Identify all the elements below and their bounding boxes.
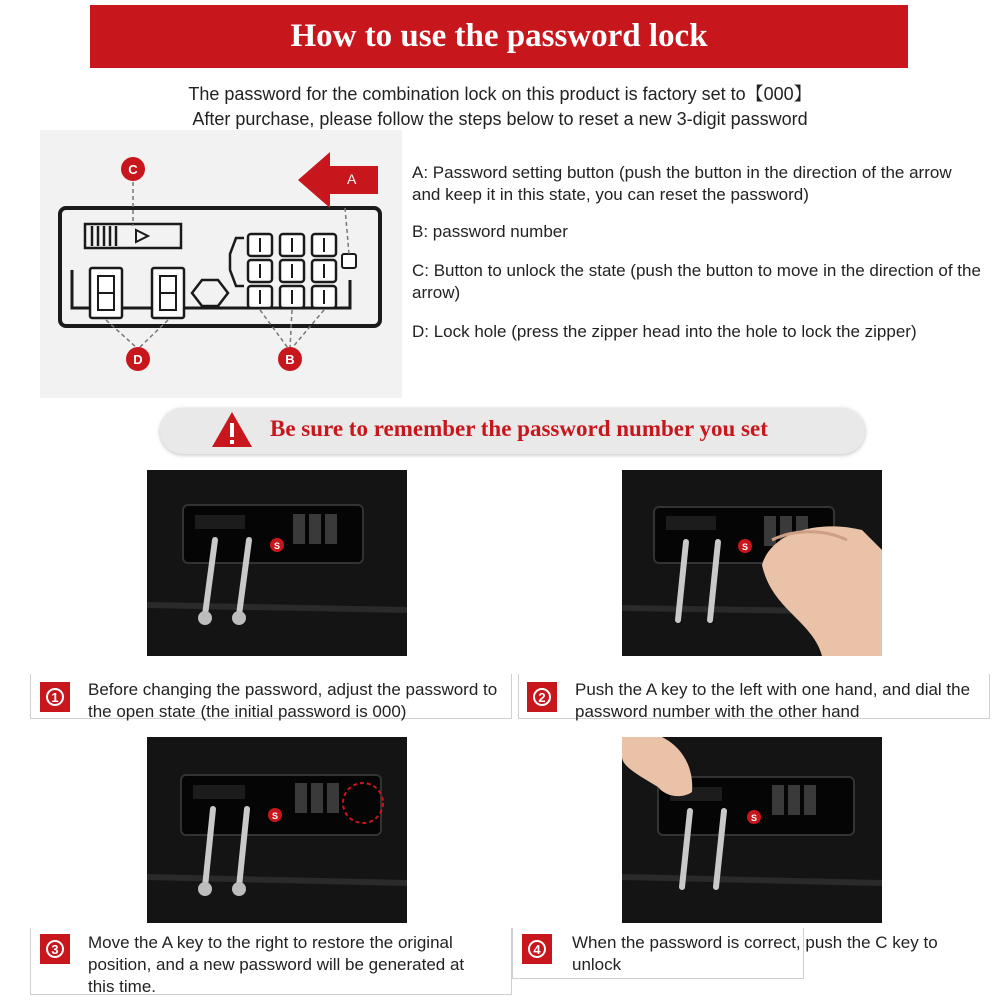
step-2-badge: [527, 682, 557, 712]
step-4-number: 4: [528, 940, 546, 958]
legend-d: D: Lock hole (press the zipper head into the hole to lock the zipper): [412, 322, 917, 341]
label-c: C: [128, 162, 138, 177]
step-1-number: 1: [46, 688, 64, 706]
title-banner: [90, 5, 908, 68]
step-1-photo: [147, 470, 407, 656]
step-4-photo: [622, 737, 882, 923]
step-3-photo: [147, 737, 407, 923]
arrow-left-icon: [298, 152, 378, 208]
step-1-badge: [40, 682, 70, 712]
legend-b: B: password number: [412, 222, 568, 241]
warning-triangle-icon: [210, 410, 254, 450]
warning-text: Be sure to remember the password number you set: [270, 416, 768, 441]
step-1-text: Before changing the password, adjust the password to the open state (the initial password is 000): [88, 680, 498, 721]
label-b: B: [285, 352, 295, 367]
legend-a: A: Password setting button (push the button in the direction of the arrow and keep it in this state, you can reset the password): [412, 163, 952, 204]
step-3-text: Move the A key to the right to restore the original position, and a new password will be generated at this time.: [88, 933, 465, 996]
step-3-badge: [40, 934, 70, 964]
step-2-photo: [622, 470, 882, 656]
label-d: D: [133, 352, 143, 367]
label-a: A: [347, 171, 357, 187]
svg-text:S: S: [741, 542, 749, 552]
step-2-number: 2: [533, 688, 551, 706]
legend-c: C: Button to unlock the state (push the button to move in the direction of the arrow): [412, 261, 981, 302]
step-4-text: When the password is correct, push the C key to unlock: [572, 933, 938, 974]
page-title: How to use the password lock: [290, 18, 708, 54]
step-4-badge: [522, 934, 552, 964]
svg-text:S: S: [273, 541, 281, 551]
intro-line-1: The password for the combination lock on this product is factory set to【000】: [188, 84, 812, 104]
svg-text:S: S: [750, 813, 758, 823]
step-2-text: Push the A key to the left with one hand, and dial the password number with the other hand: [575, 680, 971, 721]
lock-diagram-drawing: [40, 130, 402, 398]
svg-text:S: S: [271, 811, 279, 821]
lock-diagram: [40, 130, 402, 398]
step-3-number: 3: [46, 940, 64, 958]
intro-line-2: After purchase, please follow the steps below to reset a new 3-digit password: [192, 109, 808, 129]
